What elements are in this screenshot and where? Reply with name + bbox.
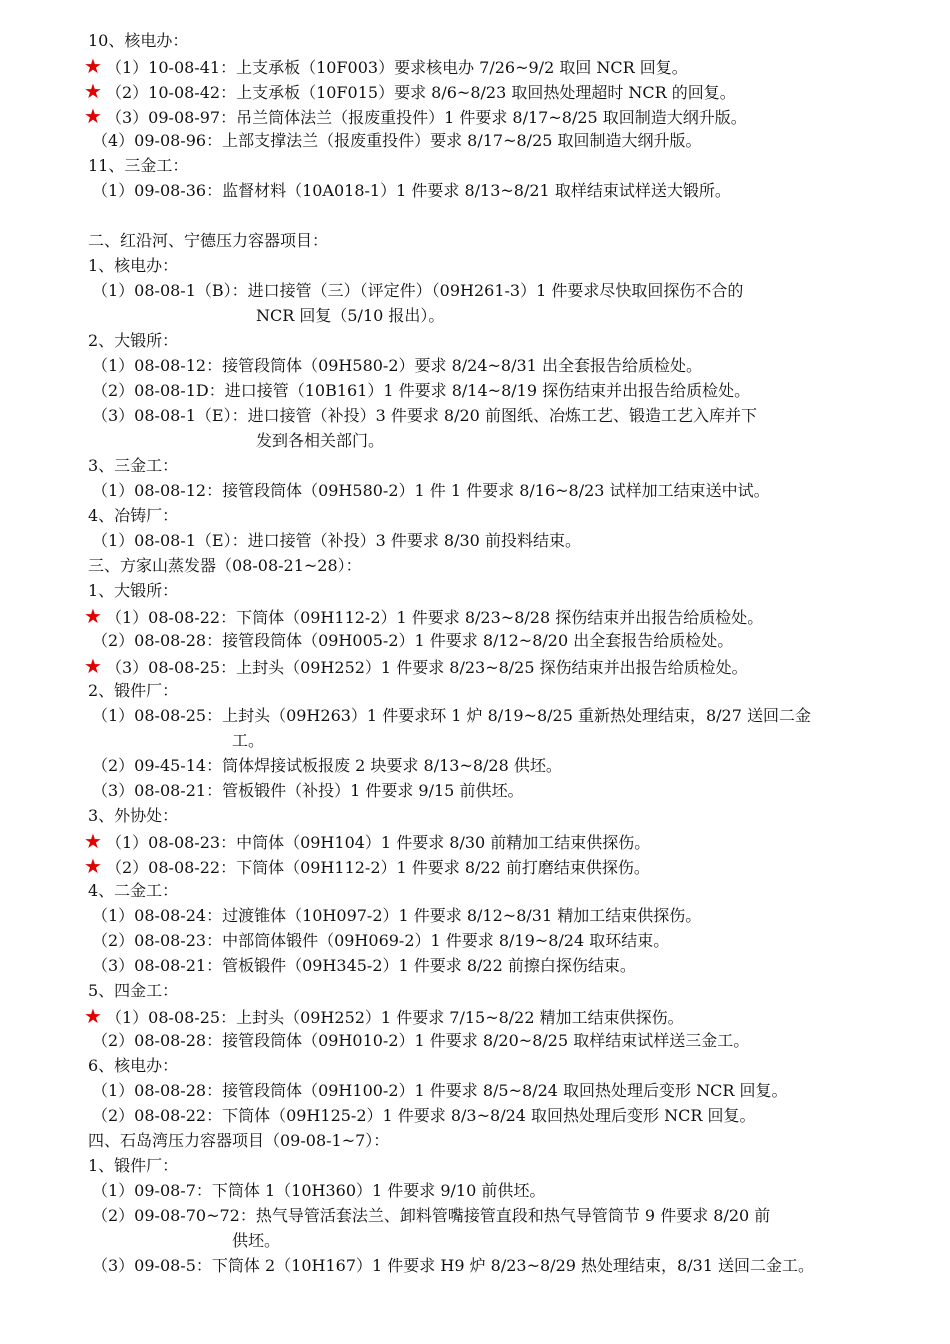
list-item: [84, 654, 880, 681]
list-item: [92, 1254, 880, 1279]
line-text: 1、大锻所：: [88, 581, 179, 600]
line-text: （2）10-08-42：上支承板（10F015）要求 8/6~8/23 取回热处理超时 NCR 的回复。: [106, 83, 736, 102]
item-continuation: [256, 304, 880, 329]
item-continuation: [256, 429, 880, 454]
line-text: （3）08-08-1（E）：进口接管（补投）3 件要求 8/20 前图纸、冶炼工艺、锻造工艺入库并下: [92, 406, 757, 425]
section-heading: [88, 1154, 880, 1179]
list-item: [84, 1004, 880, 1031]
line-text: （1）08-08-25：上封头（09H252）1 件要求 7/15~8/22 精加工结束供探伤。: [106, 1008, 684, 1027]
item-continuation: [232, 1229, 880, 1254]
section-heading: [88, 804, 880, 829]
priority-star-icon: ★: [84, 104, 102, 128]
list-item: [92, 1029, 880, 1054]
line-text: （3）09-08-5：下筒体 2（10H167）1 件要求 H9 炉 8/23~8/29 热处理结束，8/31 送回二金工。: [92, 1256, 815, 1275]
priority-star-icon: ★: [84, 1004, 102, 1028]
line-text: 供坯。: [232, 1231, 281, 1250]
list-item: [92, 129, 880, 154]
line-text: （3）08-08-25：上封头（09H252）1 件要求 8/23~8/25 探伤结束并出报告给质检处。: [106, 658, 748, 677]
line-text: （1）09-08-7：下筒体 1（10H360）1 件要求 9/10 前供坯。: [92, 1181, 546, 1200]
line-text: NCR 回复（5/10 报出）。: [256, 306, 445, 325]
line-text: （1）08-08-24：过渡锥体（10H097-2）1 件要求 8/12~8/31 精加工结束供探伤。: [92, 906, 702, 925]
list-item: [84, 79, 880, 106]
line-text: 工。: [232, 731, 265, 750]
line-text: （2）08-08-1D：进口接管（10B161）1 件要求 8/14~8/19 探伤结束并出报告给质检处。: [92, 381, 751, 400]
section-heading: [88, 29, 880, 54]
section-heading: [88, 154, 880, 179]
list-item: [84, 854, 880, 881]
line-text: （3）08-08-21：管板锻件（09H345-2）1 件要求 8/22 前擦白探伤结束。: [92, 956, 636, 975]
list-item: [92, 929, 880, 954]
line-text: 三、方家山蒸发器（08-08-21~28）：: [88, 556, 362, 575]
list-item: [92, 1179, 880, 1204]
line-text: （3）09-08-97：吊兰筒体法兰（报废重投件）1 件要求 8/17~8/25 取回制造大纲升版。: [106, 108, 747, 127]
line-text: 1、锻件厂：: [88, 1156, 179, 1175]
section-heading: [88, 979, 880, 1004]
line-text: （2）09-45-14：筒体焊接试板报废 2 块要求 8/13~8/28 供坯。: [92, 756, 562, 775]
line-text: （3）08-08-21：管板锻件（补投）1 件要求 9/15 前供坯。: [92, 781, 524, 800]
line-text: 1、核电办：: [88, 256, 179, 275]
priority-star-icon: ★: [84, 829, 102, 853]
line-text: 3、三金工：: [88, 456, 179, 475]
line-text: （2）08-08-28：接管段筒体（09H005-2）1 件要求 8/12~8/20 出全套报告给质检处。: [92, 631, 734, 650]
line-text: 4、二金工：: [88, 881, 179, 900]
line-text: （2）08-08-23：中部筒体锻件（09H069-2）1 件要求 8/19~8/24 取环结束。: [92, 931, 670, 950]
priority-star-icon: ★: [84, 604, 102, 628]
line-text: （2）08-08-22：下筒体（09H112-2）1 件要求 8/22 前打磨结束供探伤。: [106, 858, 650, 877]
section-heading: [88, 454, 880, 479]
list-item: [92, 179, 880, 204]
line-text: 2、锻件厂：: [88, 681, 179, 700]
list-item: [92, 529, 880, 554]
line-text: （1）08-08-12：接管段筒体（09H580-2）要求 8/24~8/31 出全套报告给质检处。: [92, 356, 702, 375]
line-text: （1）08-08-1（B）：进口接管（三）（评定件）（09H261-3）1 件要求尽快取回探伤不合的: [92, 281, 744, 300]
item-continuation: [232, 729, 880, 754]
line-text: 2、大锻所：: [88, 331, 179, 350]
section-heading: [88, 329, 880, 354]
list-item: [92, 1204, 880, 1229]
section-heading: [88, 879, 880, 904]
list-item: [92, 479, 880, 504]
priority-star-icon: ★: [84, 854, 102, 878]
list-item: [92, 1104, 880, 1129]
line-text: （4）09-08-96：上部支撑法兰（报废重投件）要求 8/17~8/25 取回制造大纲升版。: [92, 131, 702, 150]
line-text: （1）08-08-28：接管段筒体（09H100-2）1 件要求 8/5~8/24 取回热处理后变形 NCR 回复。: [92, 1081, 788, 1100]
list-item: [92, 404, 880, 429]
section-heading: [88, 504, 880, 529]
line-text: （2）08-08-28：接管段筒体（09H010-2）1 件要求 8/20~8/25 取样结束试样送三金工。: [92, 1031, 750, 1050]
section-heading: [88, 679, 880, 704]
priority-star-icon: ★: [84, 54, 102, 78]
line-text: 四、石岛湾压力容器项目（09-08-1~7）：: [88, 1131, 390, 1150]
priority-star-icon: ★: [84, 654, 102, 678]
list-item: [92, 1079, 880, 1104]
line-text: 二、红沿河、宁德压力容器项目：: [88, 231, 329, 250]
line-text: 4、冶铸厂：: [88, 506, 179, 525]
list-item: [84, 604, 880, 631]
line-text: （2）08-08-22：下筒体（09H125-2）1 件要求 8/3~8/24 取回热处理后变形 NCR 回复。: [92, 1106, 756, 1125]
list-item: [92, 629, 880, 654]
list-item: [84, 54, 880, 81]
section-heading: [88, 554, 880, 579]
line-text: （1）09-08-36：监督材料（10A018-1）1 件要求 8/13~8/21 取样结束试样送大锻所。: [92, 181, 731, 200]
line-text: 6、核电办：: [88, 1056, 179, 1075]
list-item: [92, 379, 880, 404]
line-text: 11、三金工：: [88, 156, 189, 175]
section-heading: [88, 254, 880, 279]
line-text: （1）08-08-1（E）：进口接管（补投）3 件要求 8/30 前投料结束。: [92, 531, 581, 550]
line-text: 发到各相关部门。: [256, 431, 385, 450]
list-item: [92, 704, 880, 729]
line-text: （1）08-08-12：接管段筒体（09H580-2）1 件 1 件要求 8/16~8/23 试样加工结束送中试。: [92, 481, 770, 500]
list-item: [92, 904, 880, 929]
section-heading: [88, 1129, 880, 1154]
line-text: 3、外协处：: [88, 806, 179, 825]
list-item: [92, 954, 880, 979]
list-item: [92, 354, 880, 379]
list-item: [84, 104, 880, 131]
priority-star-icon: ★: [84, 79, 102, 103]
line-text: （1）08-08-23：中筒体（09H104）1 件要求 8/30 前精加工结束供探伤。: [106, 833, 651, 852]
section-heading: [88, 579, 880, 604]
line-text: 10、核电办：: [88, 31, 189, 50]
list-item: [84, 829, 880, 856]
line-text: （1）10-08-41：上支承板（10F003）要求核电办 7/26~9/2 取回 NCR 回复。: [106, 58, 688, 77]
line-text: （2）09-08-70~72：热气导管活套法兰、卸料管嘴接管直段和热气导管筒节 9 件要求 8/20 前: [92, 1206, 771, 1225]
list-item: [92, 279, 880, 304]
section-heading: [88, 229, 880, 254]
list-item: [92, 779, 880, 804]
section-heading: [88, 1054, 880, 1079]
line-text: （1）08-08-25：上封头（09H263）1 件要求环 1 炉 8/19~8/25 重新热处理结束，8/27 送回二金: [92, 706, 811, 725]
line-text: （1）08-08-22：下筒体（09H112-2）1 件要求 8/23~8/28 探伤结束并出报告给质检处。: [106, 608, 764, 627]
line-text: 5、四金工：: [88, 981, 179, 1000]
list-item: [92, 754, 880, 779]
